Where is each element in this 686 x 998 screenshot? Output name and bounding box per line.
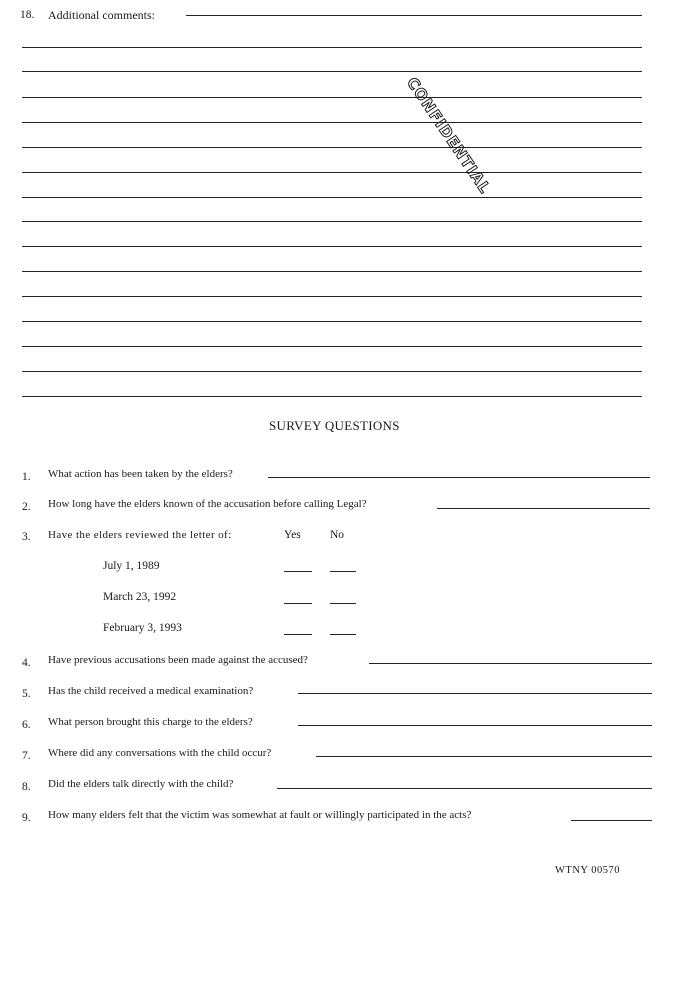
comments-label: Additional comments:	[48, 8, 155, 22]
bates-number: WTNY 00570	[555, 865, 620, 876]
question-6-answer[interactable]	[298, 725, 652, 726]
question-6-number: 6.	[22, 719, 31, 731]
question-8-text: Did the elders talk directly with the child?	[48, 778, 234, 790]
comments-line-15[interactable]	[22, 396, 642, 397]
question-2-text: How long have the elders known of the accusation before calling Legal?	[48, 498, 367, 510]
comments-line-11[interactable]	[22, 296, 642, 297]
question-4-number: 4.	[22, 657, 31, 669]
comments-line-9[interactable]	[22, 246, 642, 247]
question-7-answer[interactable]	[316, 756, 652, 757]
question-4-text: Have previous accusations been made against the accused?	[48, 654, 308, 666]
question-5-number: 5.	[22, 688, 31, 700]
question-2-number: 2.	[22, 501, 31, 513]
section-title: SURVEY QUESTIONS	[269, 418, 400, 433]
comments-number: 18.	[20, 9, 35, 21]
letter-date-1: July 1, 1989	[103, 560, 160, 572]
letter-date-1-no-blank[interactable]	[330, 571, 356, 572]
question-9-text: How many elders felt that the victim was somewhat at fault or willingly participated in the acts?	[48, 809, 472, 821]
yes-column-label: Yes	[284, 529, 301, 541]
question-3-number: 3.	[22, 531, 31, 543]
question-3-text: Have the elders reviewed the letter of:	[48, 529, 232, 541]
comments-line-5[interactable]	[22, 147, 642, 148]
letter-date-2: March 23, 1992	[103, 591, 177, 603]
question-8-number: 8.	[22, 781, 31, 793]
comments-line-13[interactable]	[22, 346, 642, 347]
question-1-answer[interactable]	[268, 477, 650, 478]
question-2-answer[interactable]	[437, 508, 650, 509]
letter-date-3-no-blank[interactable]	[330, 634, 356, 635]
question-7-text: Where did any conversations with the child occur?	[48, 747, 272, 759]
question-5-text: Has the child received a medical examination?	[48, 685, 254, 697]
question-1-number: 1.	[22, 471, 31, 483]
question-5-answer[interactable]	[298, 693, 652, 694]
letter-date-1-yes-blank[interactable]	[284, 571, 312, 572]
comments-line-3[interactable]	[22, 97, 642, 98]
question-1-text: What action has been taken by the elders?	[48, 468, 233, 480]
question-9-answer[interactable]	[571, 820, 652, 821]
letter-date-3-yes-blank[interactable]	[284, 634, 312, 635]
letter-date-2-yes-blank[interactable]	[284, 603, 312, 604]
comments-line-1[interactable]	[22, 47, 642, 48]
letter-date-3: February 3, 1993	[103, 622, 182, 634]
comments-line-12[interactable]	[22, 321, 642, 322]
comments-line-8[interactable]	[22, 221, 642, 222]
comments-line-10[interactable]	[22, 271, 642, 272]
comments-line-14[interactable]	[22, 371, 642, 372]
question-7-number: 7.	[22, 750, 31, 762]
comments-line-4[interactable]	[22, 122, 642, 123]
comments-line-6[interactable]	[22, 172, 642, 173]
comments-line-0[interactable]	[186, 15, 642, 16]
letter-date-2-no-blank[interactable]	[330, 603, 356, 604]
question-4-answer[interactable]	[369, 663, 652, 664]
confidential-stamp: CONFIDENTIAL	[403, 74, 495, 198]
question-9-number: 9.	[22, 812, 31, 824]
comments-line-2[interactable]	[22, 71, 642, 72]
question-6-text: What person brought this charge to the elders?	[48, 716, 253, 728]
no-column-label: No	[330, 529, 345, 541]
comments-line-7[interactable]	[22, 197, 642, 198]
question-8-answer[interactable]	[277, 788, 652, 789]
